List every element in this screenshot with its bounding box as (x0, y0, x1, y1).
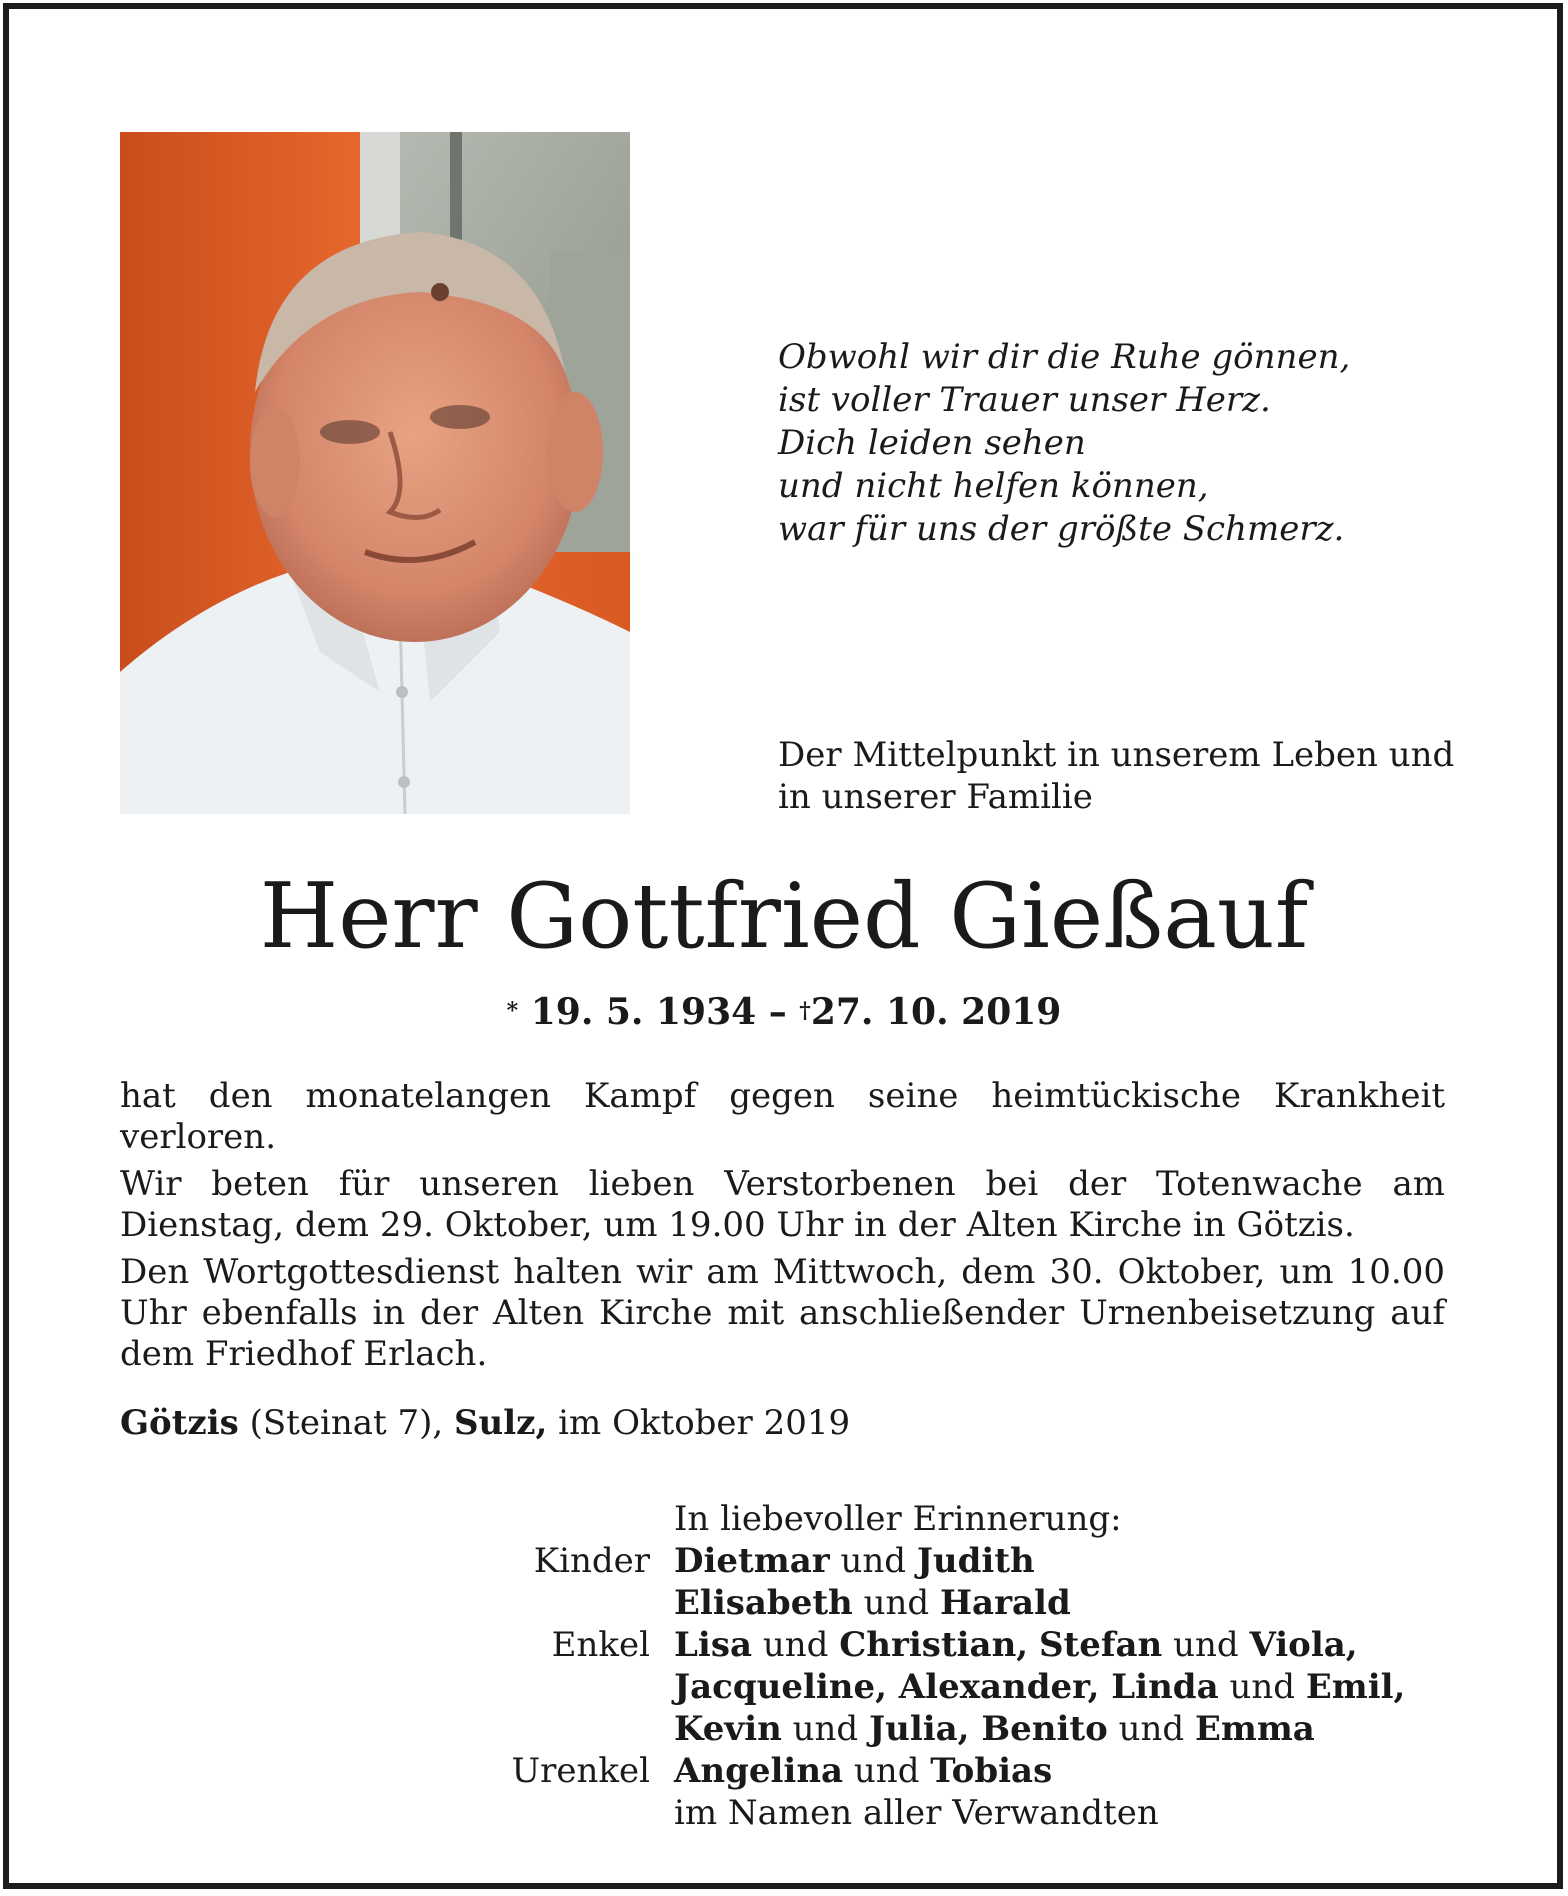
death-date: 27. 10. 2019 (810, 991, 1062, 1033)
connector: und (1118, 1709, 1185, 1749)
connector: und (762, 1625, 829, 1665)
date-separator: – (768, 991, 787, 1033)
poem-line: war für uns der größte Schmerz. (778, 509, 1345, 549)
family-name: Judith (916, 1541, 1035, 1581)
intro-line: in unserer Familie (778, 777, 1093, 817)
poem-line: Dich leiden sehen (778, 423, 1086, 463)
intro-line: Der Mittelpunkt in unserem Leben und (778, 735, 1455, 775)
family-line (674, 1624, 1474, 1666)
birth-date: 19. 5. 1934 (530, 991, 757, 1033)
portrait-photo (120, 132, 630, 814)
announcement-date: im Oktober 2019 (558, 1403, 851, 1443)
kinder-label: Kinder (533, 1541, 650, 1581)
family-line (674, 1666, 1474, 1708)
family-line (674, 1708, 1474, 1750)
body-paragraph: hat den monatelangen Kampf gegen seine heimtückische Krankheit verloren. (120, 1076, 1445, 1157)
connector: und (840, 1541, 907, 1581)
poem-line: Obwohl wir dir die Ruhe gönnen, (778, 337, 1351, 377)
address: (Steinat 7), (249, 1403, 444, 1443)
family-name: Julia, Benito (869, 1709, 1108, 1749)
poem-line: ist voller Trauer unser Herz. (778, 380, 1271, 420)
deceased-name: Herr Gottfried Gießauf (259, 864, 1309, 969)
family-name: Tobias (930, 1751, 1053, 1791)
family-name: Dietmar (674, 1541, 830, 1581)
family-name: Stefan (1038, 1625, 1163, 1665)
enkel-label: Enkel (551, 1625, 650, 1665)
body-paragraph: Den Wortgottesdienst halten wir am Mittwoch, dem 30. Oktober, um 10.00 Uhr ebenfalls in der Alten Kirche mit anschließender Urnenbeisetzung auf dem Friedhof Erlach. (120, 1252, 1445, 1374)
connector: und (792, 1709, 859, 1749)
family-name: Elisabeth (674, 1583, 853, 1623)
family-name: Angelina (674, 1751, 844, 1791)
urenkel-label: Urenkel (511, 1751, 650, 1791)
family-line (674, 1750, 1474, 1792)
family-name: Kevin (674, 1709, 782, 1749)
town-name: Götzis (120, 1403, 239, 1443)
family-line (674, 1582, 1474, 1624)
life-dates (0, 990, 1568, 1039)
poem-line: und nicht helfen können, (778, 466, 1209, 506)
intro-text (778, 734, 1498, 818)
born-symbol: * (506, 998, 519, 1024)
closing-line: im Namen aller Verwandten (674, 1793, 1159, 1833)
family-name: Christian, (839, 1625, 1029, 1665)
family-name: Emil, (1305, 1667, 1406, 1707)
announcement-body (120, 1076, 1445, 1381)
family-heading: In liebevoller Erinnerung: (674, 1499, 1122, 1539)
family-name: Viola, (1249, 1625, 1358, 1665)
connector: und (1229, 1667, 1295, 1707)
family-name: Jacqueline, Alexander, Linda (674, 1667, 1219, 1707)
family-line (674, 1540, 1474, 1582)
died-symbol: † (799, 998, 811, 1024)
connector: und (853, 1751, 920, 1791)
place-date-line (120, 1402, 850, 1444)
family-list (120, 1498, 1474, 1834)
memorial-poem (778, 336, 1478, 551)
connector: und (1173, 1625, 1239, 1665)
family-name: Emma (1194, 1709, 1315, 1749)
family-name: Lisa (674, 1625, 752, 1665)
body-paragraph: Wir beten für unseren lieben Verstorbenen bei der Totenwache am Dienstag, dem 29. Oktober, um 19.00 Uhr in der Alten Kirche in Götzis. (120, 1164, 1445, 1245)
town-name: Sulz, (453, 1403, 548, 1443)
family-name: Harald (939, 1583, 1071, 1623)
connector: und (863, 1583, 930, 1623)
